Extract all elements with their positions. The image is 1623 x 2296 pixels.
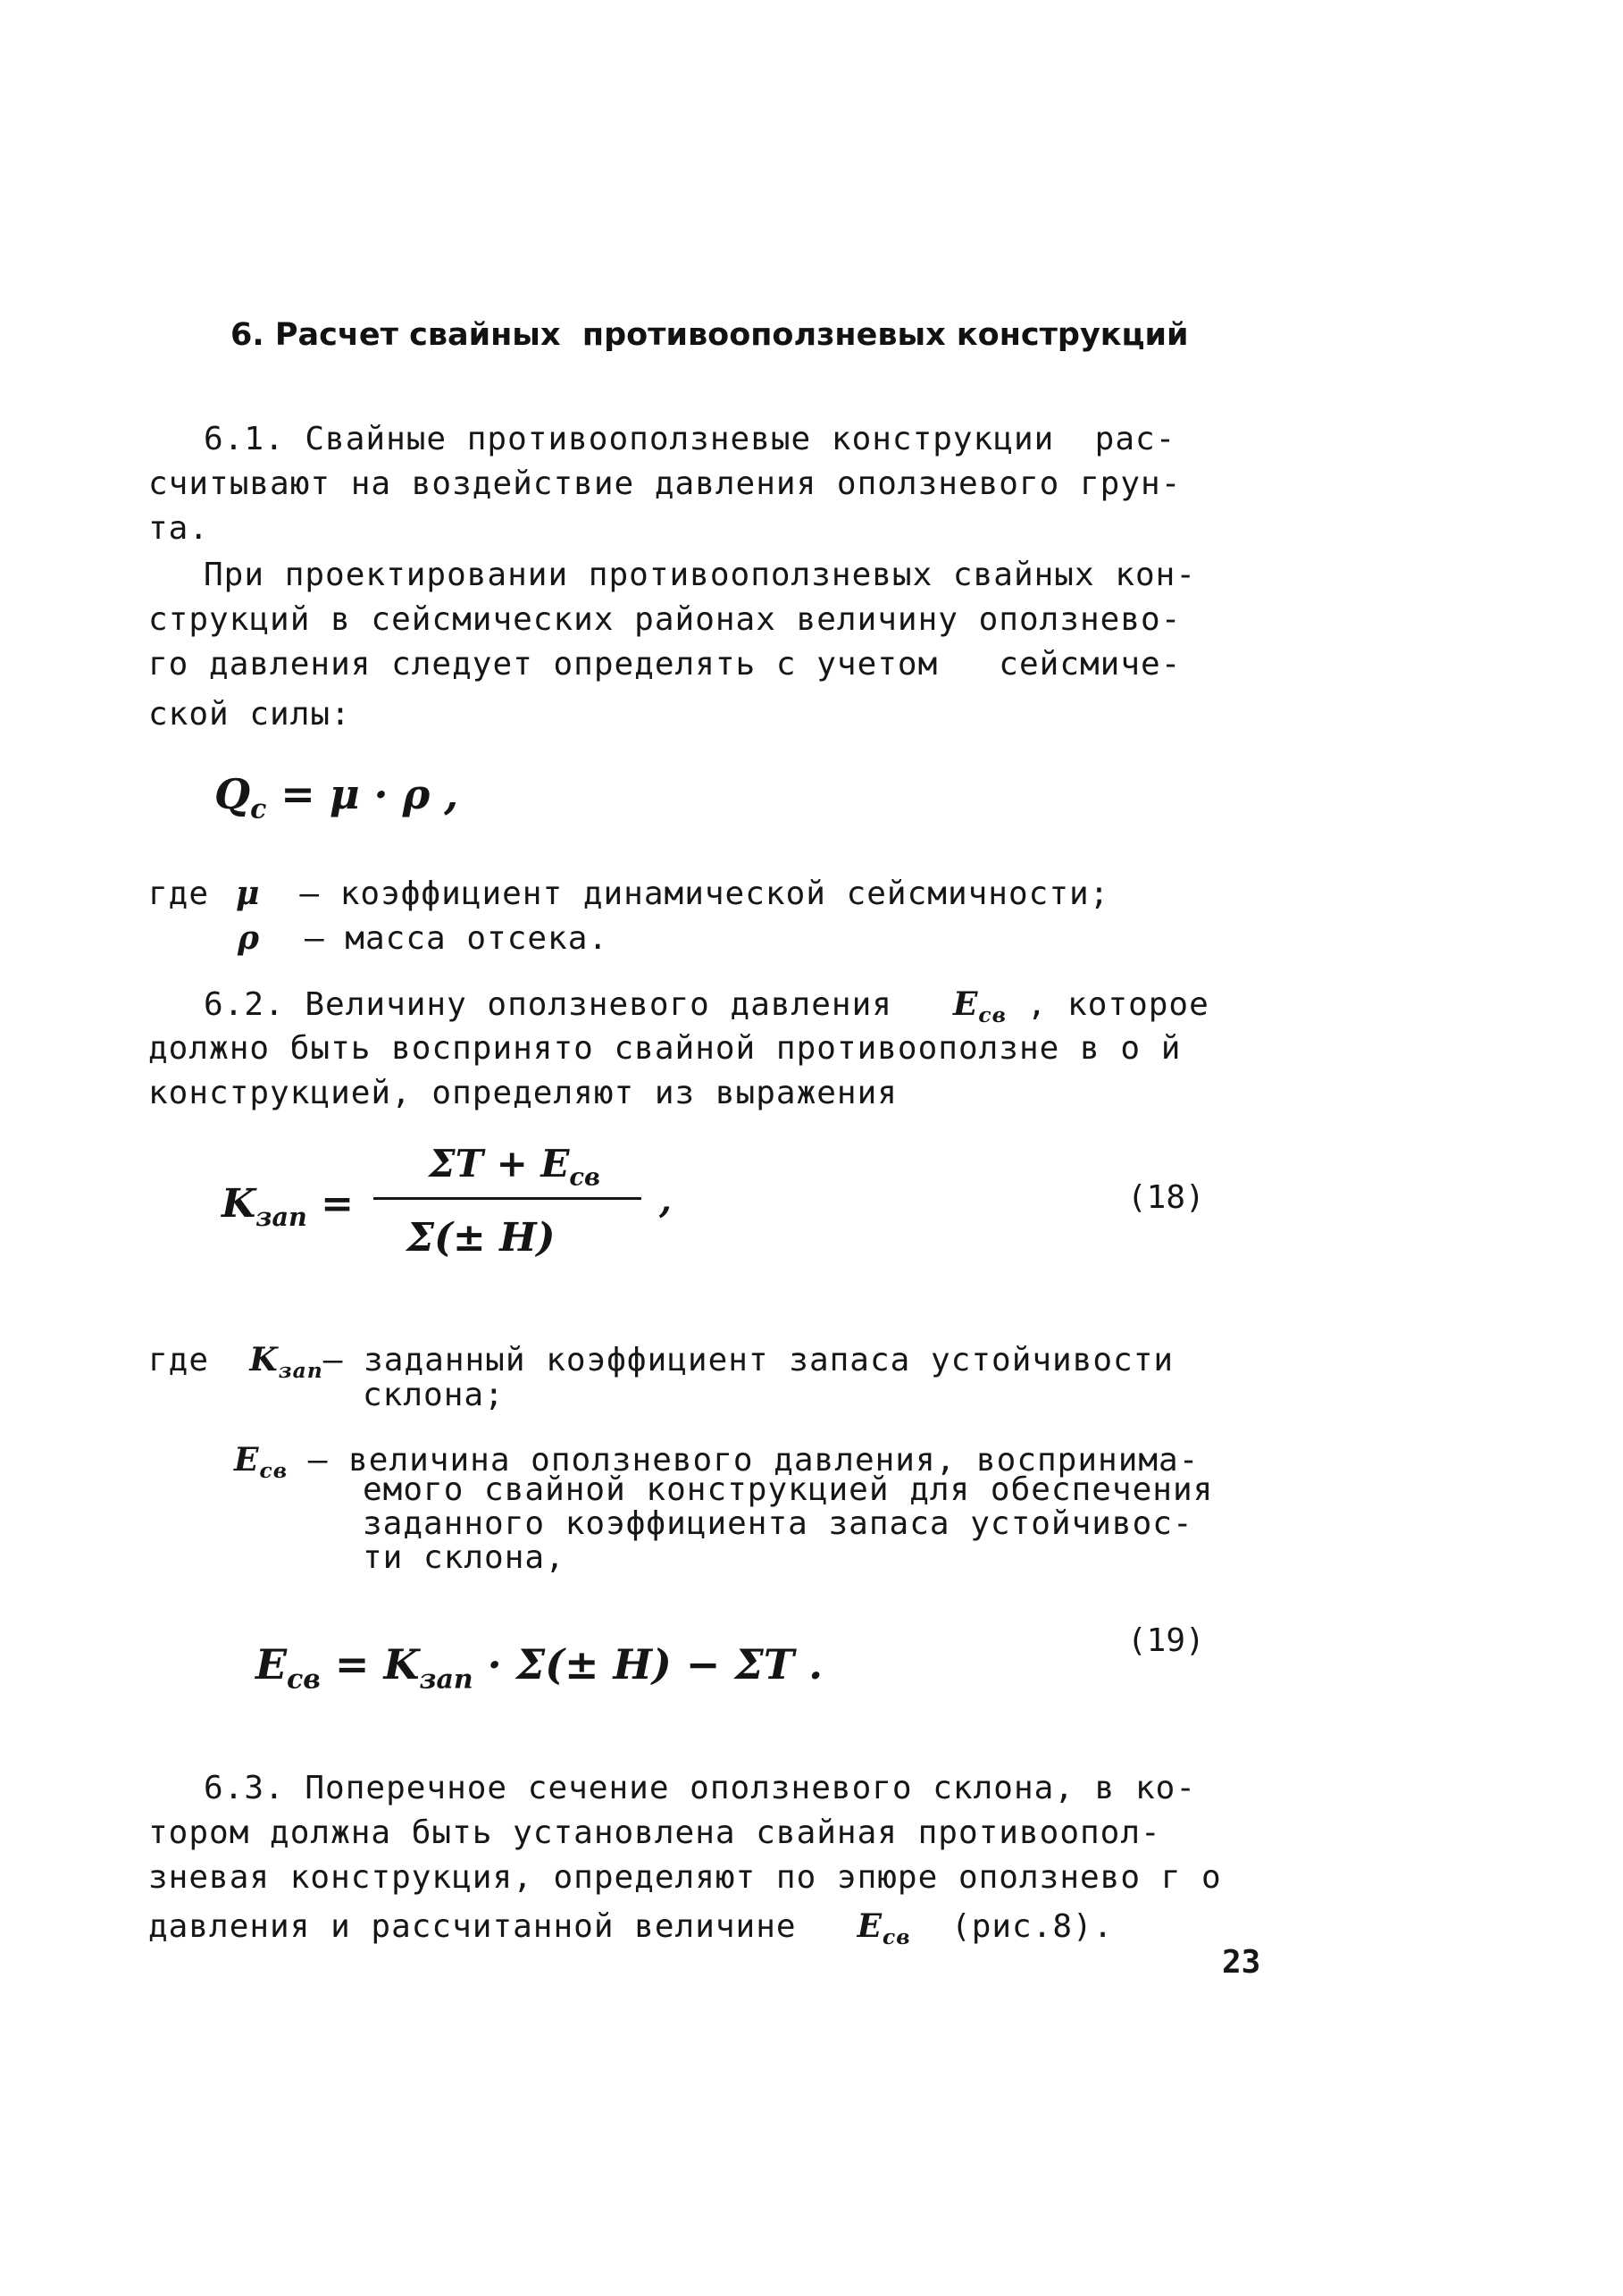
- section-6-1-line-1: 6.1. Свайные противооползневые конструкции рас-: [204, 421, 1176, 457]
- page-number: 23: [1222, 1944, 1261, 1981]
- definition-k-row-2: склона;: [363, 1377, 505, 1413]
- section-heading: 6. Расчет свайных противооползневых конструкций: [230, 317, 1189, 353]
- section-6-3-line-3: зневая конструкция, определяют по эпюре оползнево г о: [148, 1859, 1222, 1896]
- formula-19: $E_{cв} = K_{зап} \cdot \Sigma(\pm H) - \Sigma T$ .: [255, 1640, 824, 1696]
- definition-rho-row: ρ – масса отсека.: [238, 919, 609, 957]
- formula-qc: $Q_c = \mu \cdot \rho$ ,: [214, 770, 459, 825]
- section-6-2-line-3: конструкцией, определяют из выражения: [148, 1075, 898, 1111]
- e-cv-symbol: $E_{cв}$: [952, 985, 1008, 1028]
- e-cv-symbol-def: $E_{cв}$: [234, 1441, 289, 1484]
- section-6-1-line-3: та.: [148, 510, 210, 547]
- section-6-3-line-1: 6.3. Поперечное сечение оползневого склона, в ко-: [204, 1770, 1197, 1806]
- formula-18-lhs: $K_{зап}$ =: [222, 1181, 355, 1232]
- section-6-2-line-1: 6.2. Величину оползневого давления $E_{cв}$ , которое: [204, 985, 1209, 1028]
- definition-e-row-2: емого свайной конструкцией для обеспечения: [363, 1471, 1214, 1508]
- definition-e-row-3: заданного коэффициента запаса устойчивос-: [363, 1505, 1193, 1542]
- formula-18-denominator: Σ(± H): [406, 1215, 556, 1261]
- seismic-para-line-1: При проектировании противооползневых свайных кон-: [204, 557, 1197, 593]
- definition-e-row-1: $E_{cв}$ – величина оползневого давления, воспринима-: [234, 1441, 1200, 1484]
- seismic-para-line-4: ской силы:: [148, 696, 351, 733]
- k-zap-symbol: $K_{зап}$: [249, 1341, 323, 1384]
- formula-18-numerator: $\Sigma T + E_{cв}$: [429, 1142, 600, 1192]
- definition-k-row-1: где $K_{зап}-$ заданный коэффициент запаса устойчивости: [148, 1341, 1175, 1384]
- section-6-1-line-2: считывают на воздействие давления оползневого грун-: [148, 465, 1182, 502]
- formula-18-comma: ,: [659, 1179, 672, 1221]
- mu-symbol: μ: [236, 875, 261, 912]
- seismic-para-line-2: струкций в сейсмических районах величину оползнево-: [148, 601, 1182, 638]
- equation-number-18: (18): [1127, 1179, 1205, 1216]
- e-cv-symbol-final: $E_{cв}$: [857, 1907, 911, 1950]
- definition-e-row-4: ти склона,: [363, 1539, 565, 1576]
- section-6-3-line-2: тором должна быть установлена свайная противоопол-: [148, 1814, 1161, 1851]
- formula-18-fraction-bar: [373, 1197, 641, 1200]
- section-6-3-line-4: давления и рассчитанной величине $E_{cв}$ (рис.8).: [148, 1907, 1114, 1950]
- section-6-2-line-2: должно быть воспринято свайной противооползне в о й: [148, 1030, 1182, 1067]
- rho-symbol: ρ: [238, 919, 260, 957]
- seismic-para-line-3: го давления следует определять с учетом сейсмиче-: [148, 646, 1182, 683]
- equation-number-19: (19): [1127, 1622, 1205, 1659]
- definition-mu-row: где μ – коэффициент динамической сейсмичности;: [148, 875, 1110, 912]
